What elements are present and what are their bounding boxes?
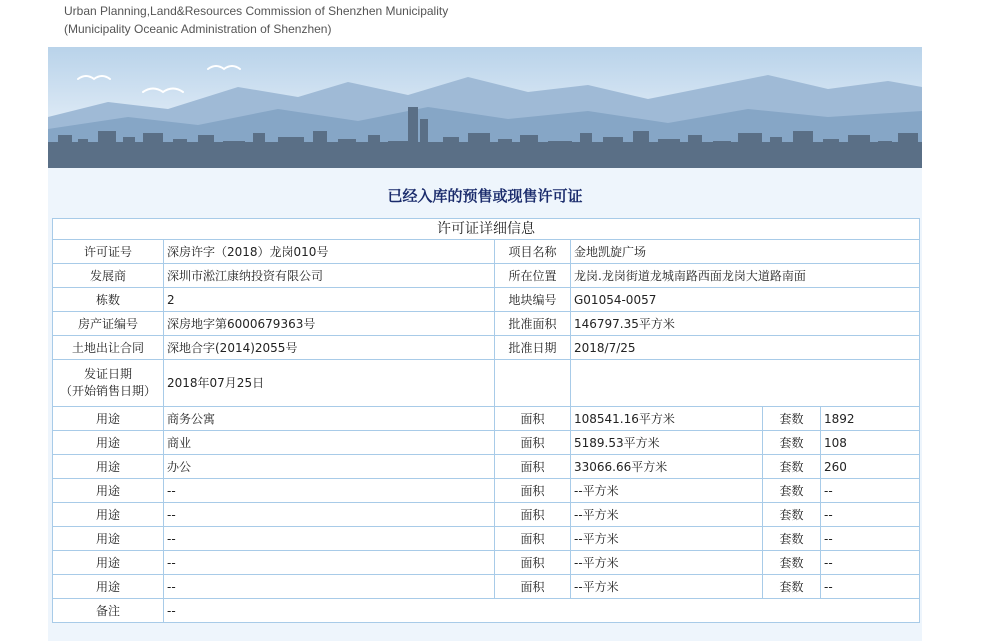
table-heading: 许可证详细信息 [53,219,920,240]
usage-row [53,407,920,431]
issue-date-label-line-2: （开始销售日期） [59,384,156,398]
usage-label: 用途 [53,455,164,479]
area-value: --平方米 [571,479,763,503]
buildings-value: 2 [164,288,495,312]
land-contract-label: 土地出让合同 [53,336,164,360]
units-value: -- [821,551,920,575]
empty-cell [495,360,571,407]
usage-row [53,551,920,575]
area-label: 面积 [495,455,571,479]
page-title: 已经入库的预售或现售许可证 [387,187,583,205]
units-value: 1892 [821,407,920,431]
permit-panel [48,168,922,641]
approved-date-label: 批准日期 [495,336,571,360]
usage-value: 商业 [164,431,495,455]
usage-value: 商务公寓 [164,407,495,431]
location-label: 所在位置 [495,264,571,288]
org-name-line-1: Urban Planning,Land&Resources Commission of Shenzhen Municipality [64,4,449,18]
units-label: 套数 [763,479,821,503]
units-label: 套数 [763,503,821,527]
area-label: 面积 [495,479,571,503]
usage-value: -- [164,575,495,599]
usage-row [53,503,920,527]
area-value: --平方米 [571,575,763,599]
table-row [53,264,920,288]
table-row [53,312,920,336]
units-value: 260 [821,455,920,479]
area-label: 面积 [495,551,571,575]
usage-label: 用途 [53,551,164,575]
area-value: --平方米 [571,527,763,551]
area-label: 面积 [495,431,571,455]
units-label: 套数 [763,575,821,599]
table-row [53,336,920,360]
permit-number-value: 深房许字（2018）龙岗010号 [164,240,495,264]
units-value: -- [821,479,920,503]
land-contract-value: 深地合字(2014)2055号 [164,336,495,360]
usage-value: -- [164,551,495,575]
issue-date-label-line-1: 发证日期 [83,367,132,381]
org-name-line-2: (Municipality Oceanic Administration of Shenzhen) [64,22,332,36]
buildings-label: 栋数 [53,288,164,312]
area-label: 面积 [495,575,571,599]
usage-value: -- [164,479,495,503]
location-value: 龙岗.龙岗街道龙城南路西面龙岗大道路南面 [571,264,920,288]
table-row [53,288,920,312]
usage-label: 用途 [53,527,164,551]
units-label: 套数 [763,407,821,431]
permit-number-label: 许可证号 [53,240,164,264]
developer-label: 发展商 [53,264,164,288]
units-value: 108 [821,431,920,455]
property-cert-value: 深房地字第6000679363号 [164,312,495,336]
org-header [64,2,448,38]
usage-row [53,431,920,455]
property-cert-label: 房产证编号 [53,312,164,336]
usage-row [53,479,920,503]
table-heading-row [53,219,920,240]
table-row [53,599,920,623]
usage-label: 用途 [53,431,164,455]
units-label: 套数 [763,551,821,575]
project-name-label: 项目名称 [495,240,571,264]
usage-value: -- [164,527,495,551]
plot-number-label: 地块编号 [495,288,571,312]
units-label: 套数 [763,431,821,455]
usage-label: 用途 [53,503,164,527]
issue-date-label [53,360,164,407]
area-value: 108541.16平方米 [571,407,763,431]
table-row [53,240,920,264]
units-value: -- [821,575,920,599]
usage-row [53,575,920,599]
usage-value: 办公 [164,455,495,479]
remarks-label: 备注 [53,599,164,623]
units-label: 套数 [763,455,821,479]
project-name-value: 金地凯旋广场 [571,240,920,264]
area-value: --平方米 [571,551,763,575]
approved-date-value: 2018/7/25 [571,336,920,360]
empty-cell [571,360,920,407]
permit-details-table [52,218,920,623]
banner-image [48,47,922,168]
developer-value: 深圳市淞江康纳投资有限公司 [164,264,495,288]
usage-row [53,527,920,551]
units-value: -- [821,527,920,551]
usage-label: 用途 [53,479,164,503]
area-label: 面积 [495,503,571,527]
area-label: 面积 [495,407,571,431]
issue-date-value: 2018年07月25日 [164,360,495,407]
usage-label: 用途 [53,407,164,431]
area-value: 5189.53平方米 [571,431,763,455]
usage-label: 用途 [53,575,164,599]
area-value: 33066.66平方米 [571,455,763,479]
area-value: --平方米 [571,503,763,527]
units-label: 套数 [763,527,821,551]
approved-area-value: 146797.35平方米 [571,312,920,336]
approved-area-label: 批准面积 [495,312,571,336]
usage-value: -- [164,503,495,527]
usage-row [53,455,920,479]
plot-number-value: G01054-0057 [571,288,920,312]
units-value: -- [821,503,920,527]
remarks-value: -- [164,599,920,623]
area-label: 面积 [495,527,571,551]
table-row [53,360,920,407]
